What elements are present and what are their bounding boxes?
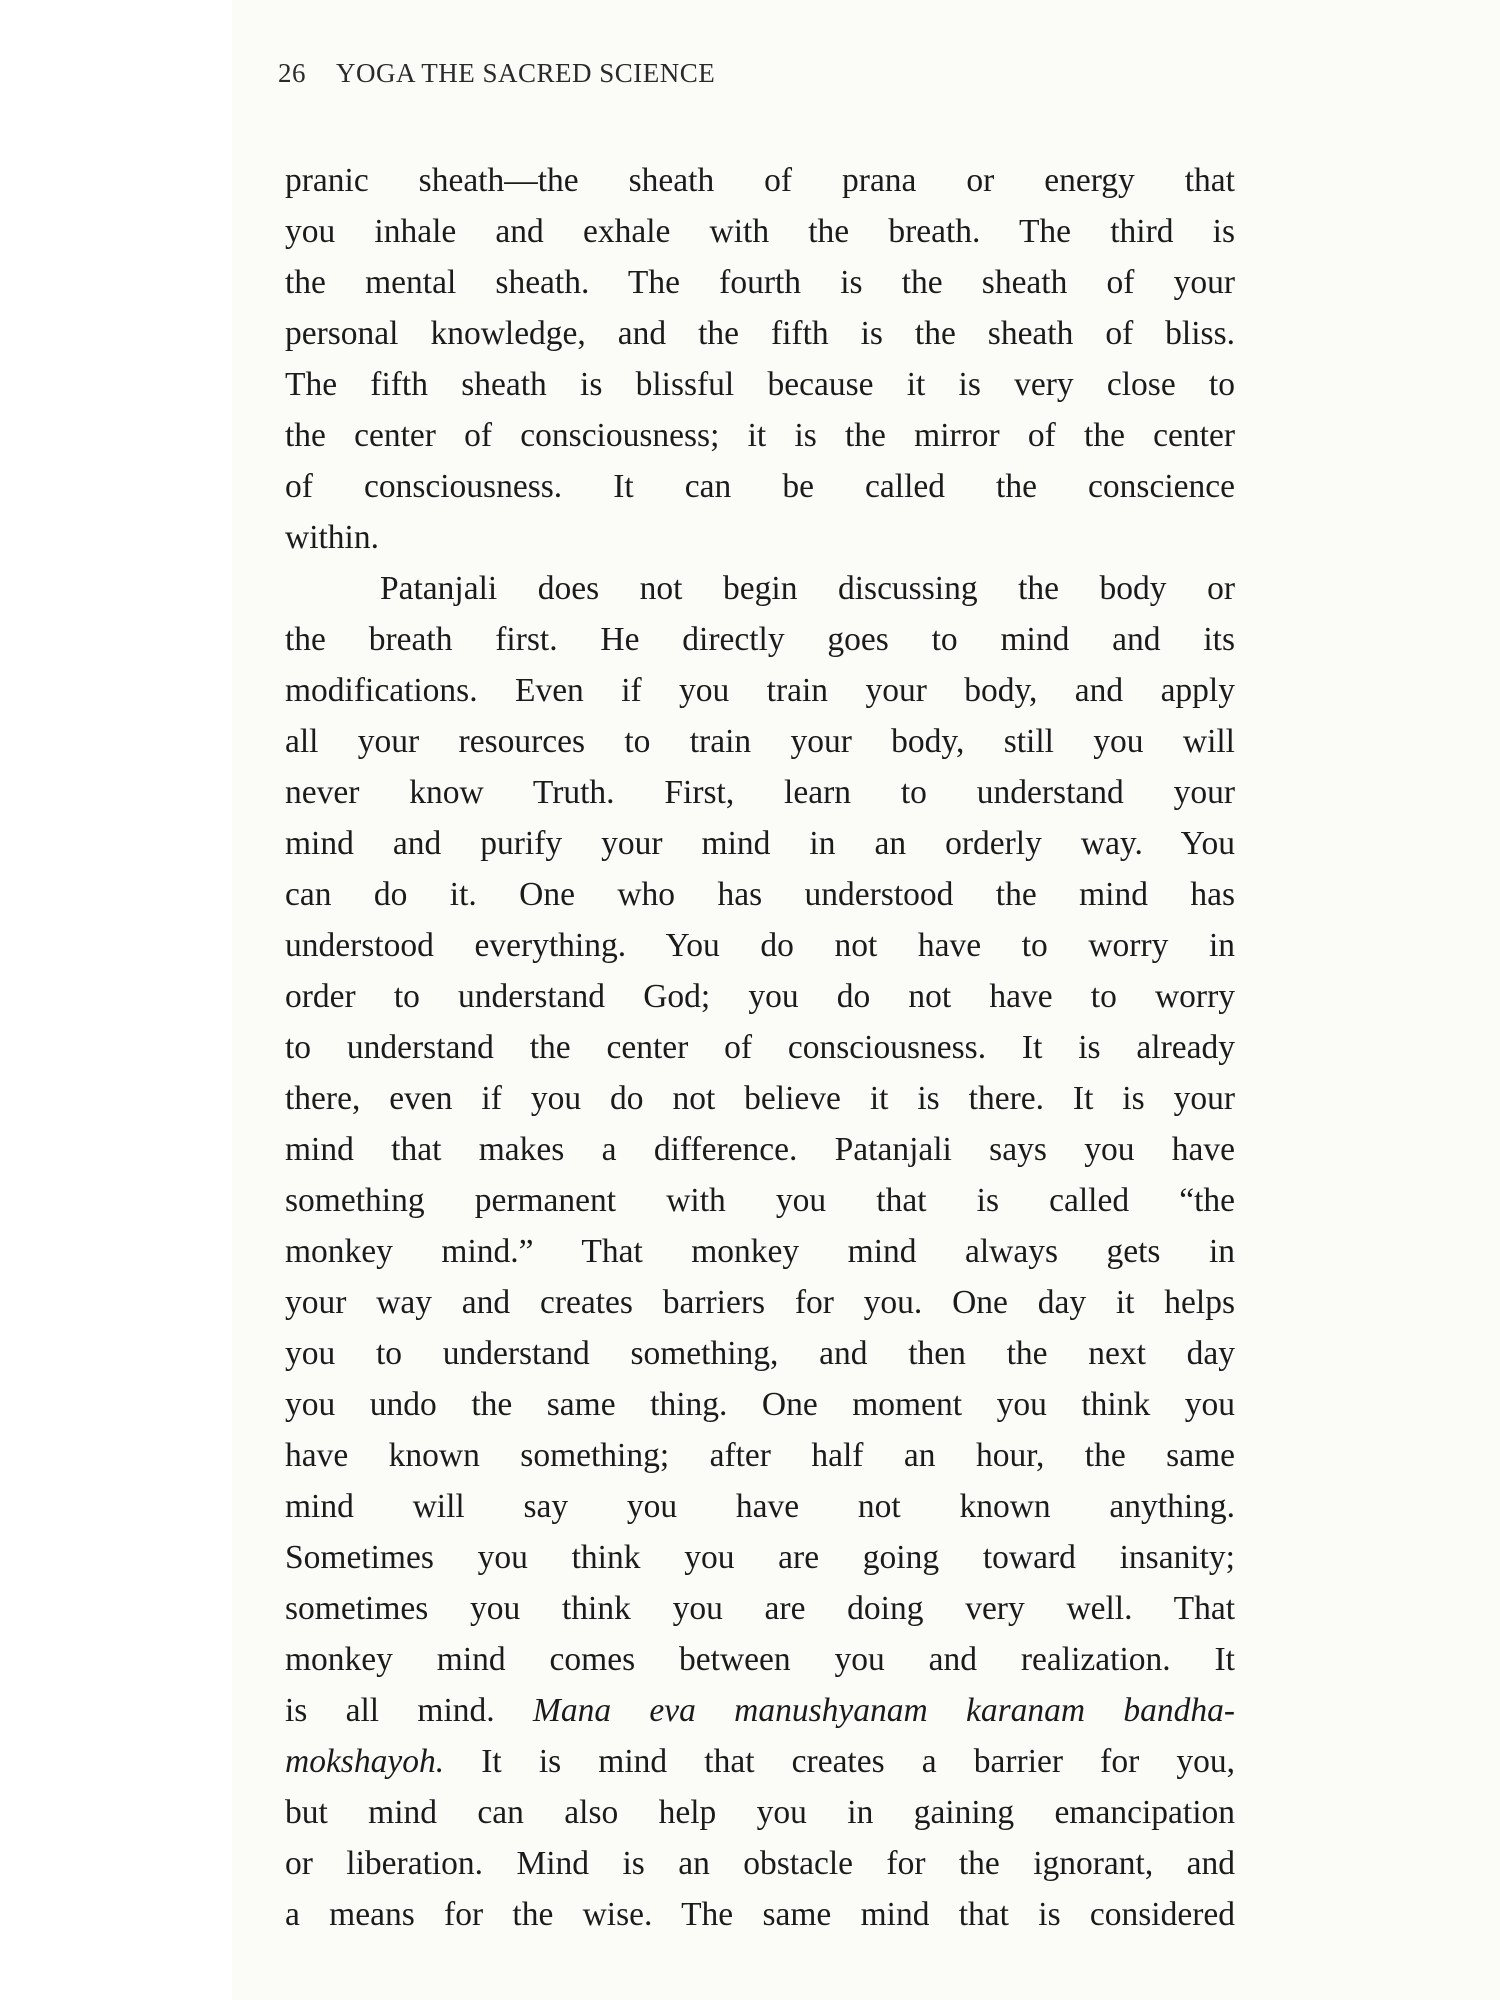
text-line: a means for the wise. The same mind that is considered — [285, 1896, 1235, 1933]
text-segment: It is mind that creates a barrier for you, — [481, 1743, 1236, 1780]
text-line: or liberation. Mind is an obstacle for the ignorant, and — [285, 1845, 1235, 1882]
text-line: monkey mind.” That monkey mind always gets in — [285, 1233, 1235, 1270]
text-line: sometimes you think you are doing very well. That — [285, 1590, 1235, 1627]
paragraph-start-line: Patanjali does not begin discussing the body or — [380, 570, 1235, 607]
page-margin — [0, 0, 232, 2000]
text-line: your way and creates barriers for you. One day it helps — [285, 1284, 1235, 1321]
text-line: within. — [285, 519, 379, 556]
text-segment: is all mind. — [285, 1692, 495, 1729]
sanskrit-quote: Mana eva manushyanam karanam bandha- — [532, 1692, 1235, 1729]
text-line: of consciousness. It can be called the conscience — [285, 468, 1235, 505]
text-line — [285, 1736, 1235, 1787]
text-line: monkey mind comes between you and realization. It — [285, 1641, 1235, 1678]
text-line: order to understand God; you do not have to worry — [285, 978, 1235, 1015]
text-line: you undo the same thing. One moment you think you — [285, 1386, 1235, 1423]
text-line: personal knowledge, and the fifth is the sheath of bliss. — [285, 315, 1235, 352]
text-line: understood everything. You do not have to worry in — [285, 927, 1235, 964]
body-text — [285, 155, 1235, 1940]
text-line: something permanent with you that is called “the — [285, 1182, 1235, 1219]
text-line: Sometimes you think you are going toward insanity; — [285, 1539, 1235, 1576]
page-number: 26 — [278, 58, 306, 88]
text-line: there, even if you do not believe it is there. It is your — [285, 1080, 1235, 1117]
book-title: YOGA THE SACRED SCIENCE — [336, 58, 716, 88]
text-line: but mind can also help you in gaining emancipation — [285, 1794, 1235, 1831]
text-line: you inhale and exhale with the breath. The third is — [285, 213, 1235, 250]
text-line: mind will say you have not known anything. — [285, 1488, 1235, 1525]
text-line: you to understand something, and then the next day — [285, 1335, 1235, 1372]
text-line: the mental sheath. The fourth is the sheath of your — [285, 264, 1235, 301]
text-line: have known something; after half an hour, the same — [285, 1437, 1235, 1474]
text-line: mind that makes a difference. Patanjali says you have — [285, 1131, 1235, 1168]
text-line: the breath first. He directly goes to mind and its — [285, 621, 1235, 658]
text-line: to understand the center of consciousness. It is already — [285, 1029, 1235, 1066]
text-line: all your resources to train your body, still you will — [285, 723, 1235, 760]
sanskrit-quote: mokshayoh. — [285, 1743, 445, 1780]
text-line: modifications. Even if you train your body, and apply — [285, 672, 1235, 709]
text-line: the center of consciousness; it is the mirror of the center — [285, 417, 1235, 454]
running-head — [278, 58, 715, 89]
text-line: can do it. One who has understood the mind has — [285, 876, 1235, 913]
text-line — [285, 1685, 1235, 1736]
text-line: never know Truth. First, learn to understand your — [285, 774, 1235, 811]
text-line: pranic sheath—the sheath of prana or energy that — [285, 162, 1235, 199]
text-line: mind and purify your mind in an orderly way. You — [285, 825, 1235, 862]
text-line: The fifth sheath is blissful because it is very close to — [285, 366, 1235, 403]
